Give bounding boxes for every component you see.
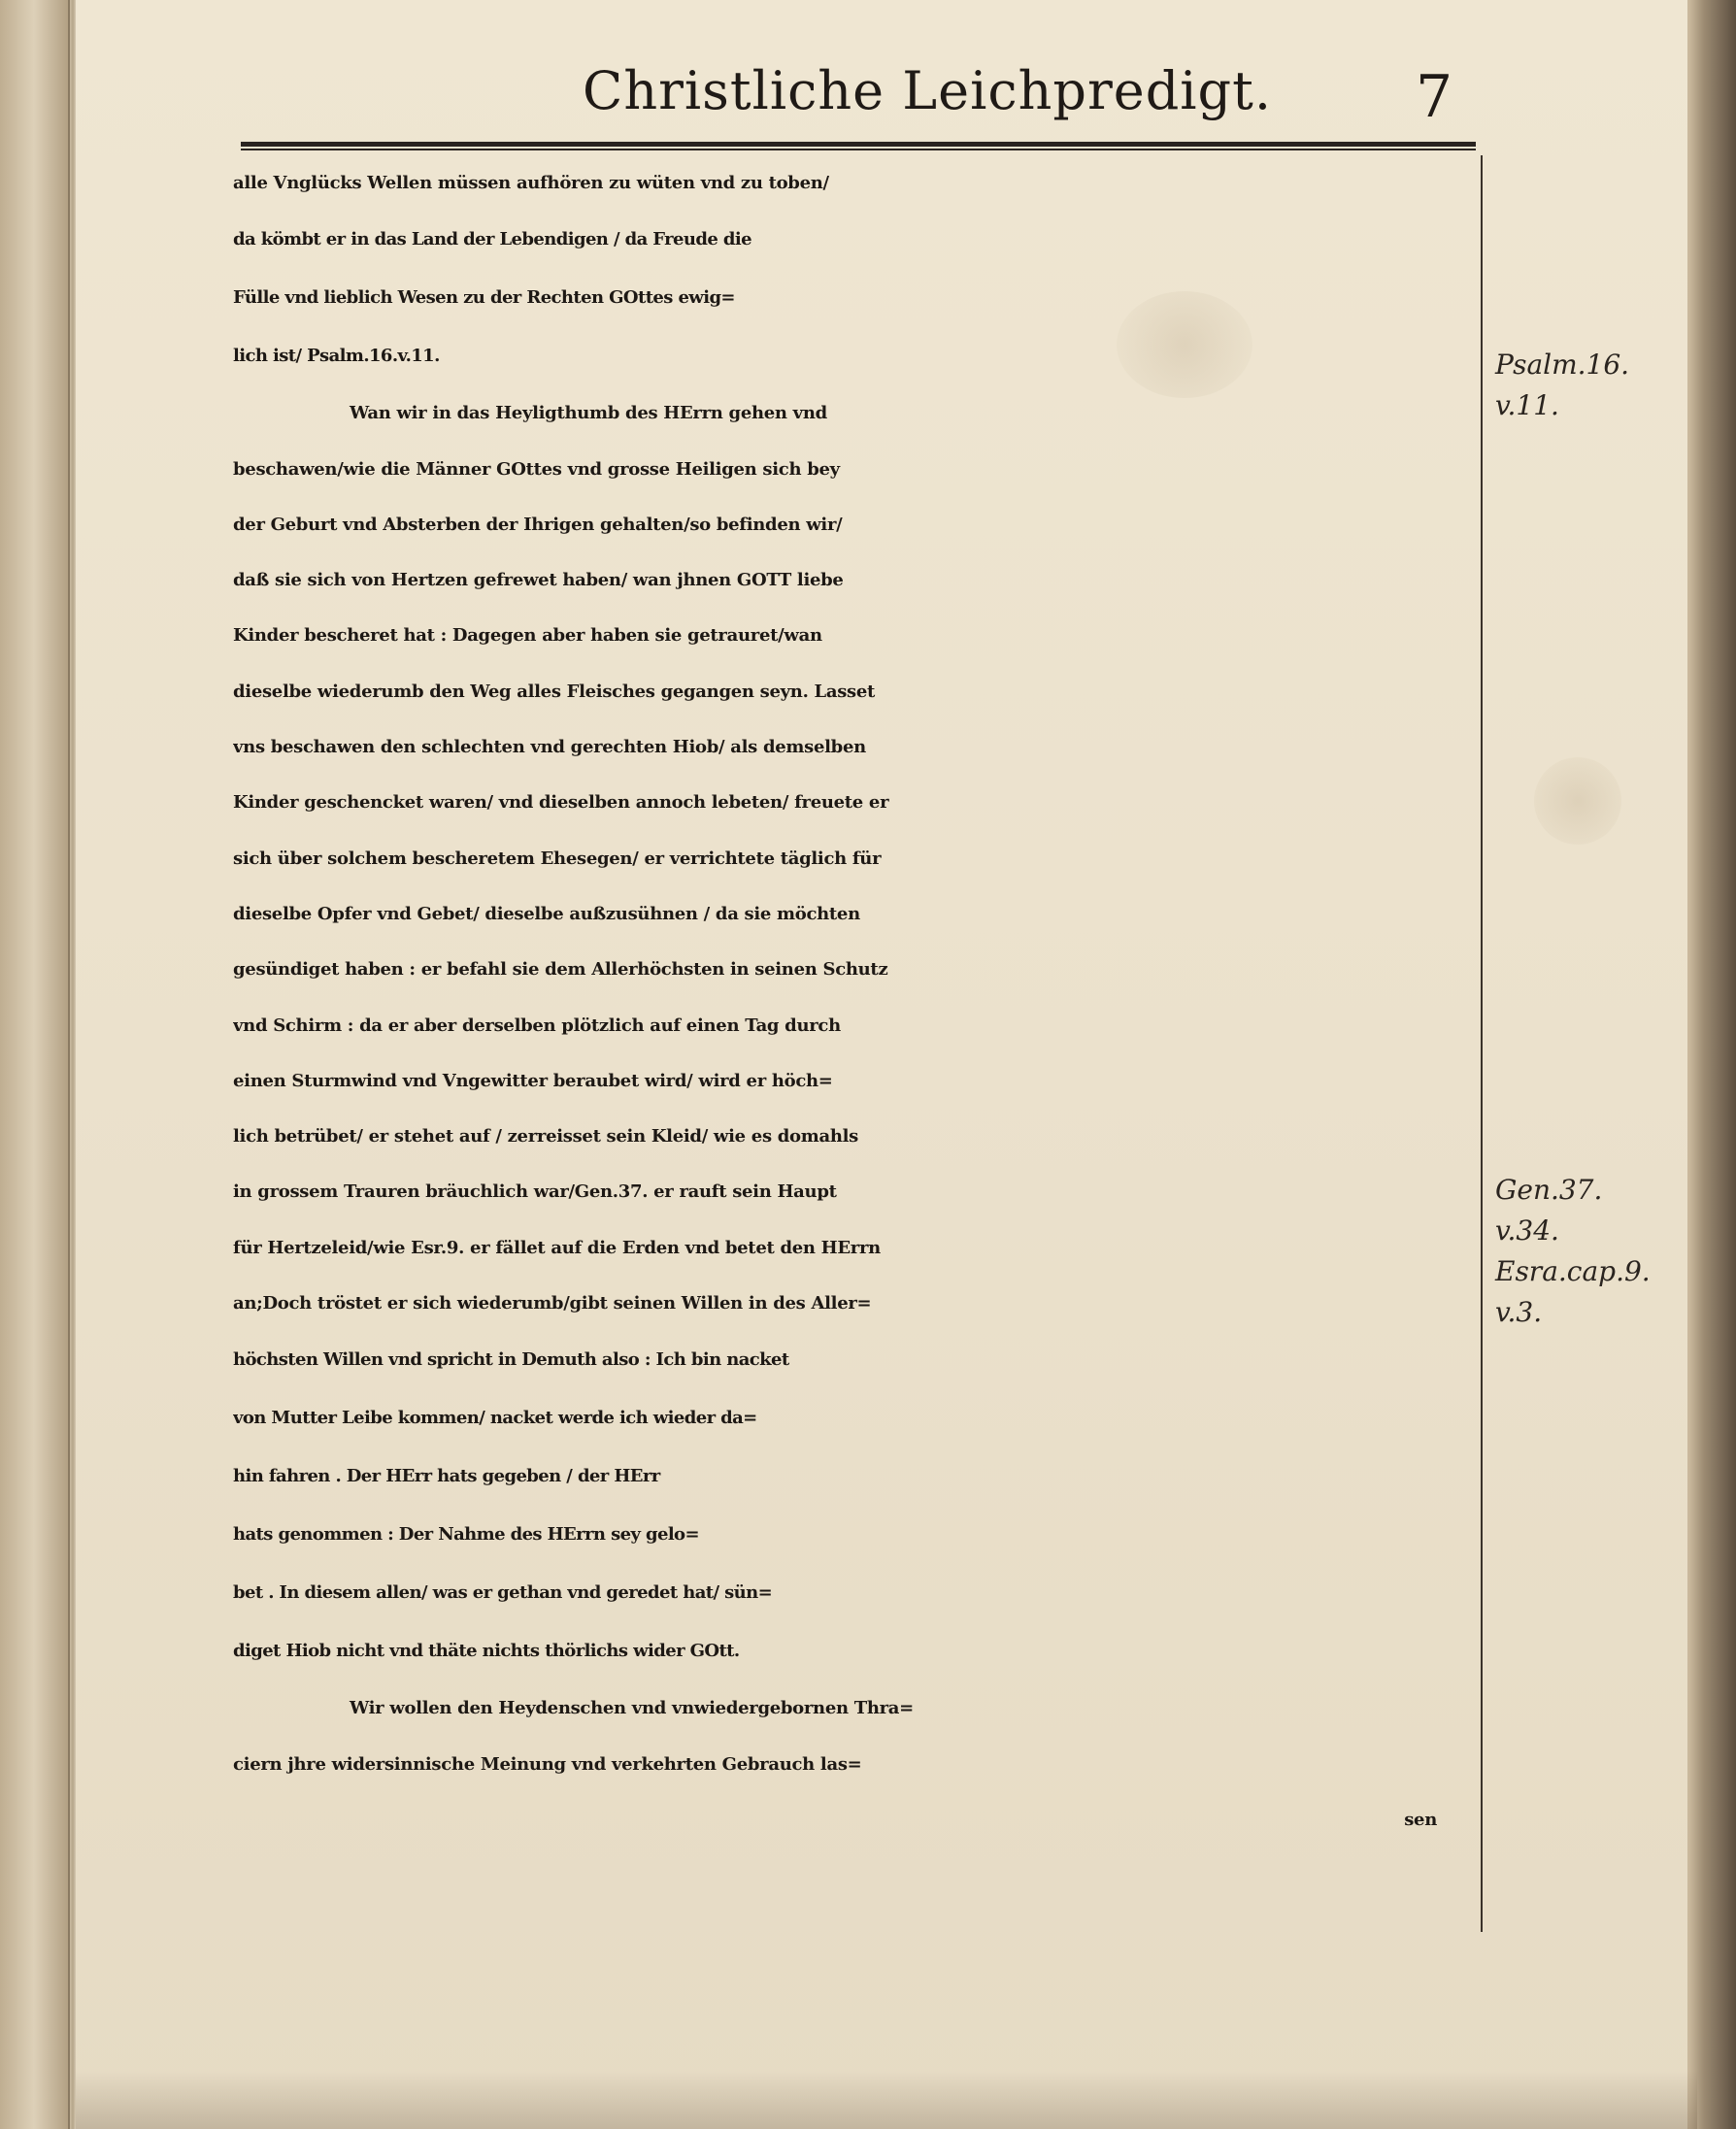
marginal-ref: v.34. xyxy=(1495,1214,1559,1247)
text-line: daß sie sich von Hertzen gefrewet haben/ wan jhnen GOTT liebe xyxy=(233,570,844,591)
text-line: dieselbe Opfer vnd Gebet/ dieselbe außzusühnen / da sie möchten xyxy=(233,903,860,924)
marginal-ref: Psalm.16. xyxy=(1495,349,1630,381)
text-line: diget Hiob nicht vnd thäte nichts thörlichs wider GOtt. xyxy=(233,1641,740,1662)
body-text xyxy=(233,155,1466,1847)
text-line: bet . In diesem allen/ was er gethan vnd geredet hat/ sün= xyxy=(233,1582,773,1604)
text-line: Wir wollen den Heydenschen vnd vnwiedergebornen Thra= xyxy=(350,1698,914,1719)
text-line: da kömbt er in das Land der Lebendigen / da Freude die xyxy=(233,229,751,250)
marginal-note-psalm xyxy=(1495,345,1670,426)
marginal-ref: Esra.cap.9. xyxy=(1495,1255,1651,1287)
marginal-ref: v.11. xyxy=(1495,389,1559,421)
text-line: beschawen/wie die Männer GOttes vnd grosse Heiligen sich bey xyxy=(233,458,840,480)
text-line: einen Sturmwind vnd Vngewitter beraubet wird/ wird er höch= xyxy=(233,1070,833,1091)
text-line: hin fahren . Der HErr hats gegeben / der HErr xyxy=(233,1466,660,1487)
running-title: Christliche Leichpredigt. xyxy=(583,60,1272,121)
page-number: 7 xyxy=(1416,63,1453,131)
text-line: höchsten Willen vnd spricht in Demuth also : Ich bin nacket xyxy=(233,1349,789,1371)
header-rule-thin xyxy=(241,149,1476,150)
header-rule xyxy=(241,142,1476,147)
text-line: hats genommen : Der Nahme des HErrn sey gelo= xyxy=(233,1524,699,1546)
text-line: vnd Schirm : da er aber derselben plötzlich auf einen Tag durch xyxy=(233,1015,841,1036)
text-line: ciern jhre widersinnische Meinung vnd verkehrten Gebrauch las= xyxy=(233,1753,862,1775)
marginal-note-gen-esra xyxy=(1495,1170,1670,1333)
facing-page-edge xyxy=(0,0,70,2129)
marginal-ref: v.3. xyxy=(1495,1296,1543,1328)
text-line: gesündiget haben : er befahl sie dem Allerhöchsten in seinen Schutz xyxy=(233,959,888,981)
text-line: Fülle vnd lieblich Wesen zu der Rechten GOttes ewig= xyxy=(233,287,735,309)
text-line: an;Doch tröstet er sich wiederumb/gibt seinen Willen in des Aller= xyxy=(233,1293,872,1314)
text-line: für Hertzeleid/wie Esr.9. er fället auf die Erden vnd betet den HErrn xyxy=(233,1237,881,1258)
paper-stain xyxy=(1534,757,1621,845)
text-line: Kinder bescheret hat : Dagegen aber haben sie getrauret/wan xyxy=(233,625,822,647)
page-shadow xyxy=(76,2071,1697,2129)
text-line: lich betrübet/ er stehet auf / zerreisset sein Kleid/ wie es domahls xyxy=(233,1126,859,1148)
text-line: alle Vnglücks Wellen müssen aufhören zu wüten vnd zu toben/ xyxy=(233,173,829,193)
text-line: vns beschawen den schlechten vnd gerechten Hiob/ als demselben xyxy=(233,737,866,758)
text-line: lich ist/ Psalm.16.v.11. xyxy=(233,346,440,367)
catchword: sen xyxy=(1404,1809,1437,1830)
margin-rule xyxy=(1481,155,1483,1932)
text-line: dieselbe wiederumb den Weg alles Fleisches gegangen seyn. Lasset xyxy=(233,681,876,702)
text-line: sich über solchem bescheretem Ehesegen/ er verrichtete täglich für xyxy=(233,848,882,869)
text-line: der Geburt vnd Absterben der Ihrigen gehalten/so befinden wir/ xyxy=(233,514,843,535)
text-line: in grossem Trauren bräuchlich war/Gen.37. er rauft sein Haupt xyxy=(233,1181,837,1203)
text-line: Kinder geschencket waren/ vnd dieselben annoch lebeten/ freuete er xyxy=(233,792,889,814)
marginal-ref: Gen.37. xyxy=(1495,1174,1603,1206)
text-line: Wan wir in das Heyligthumb des HErrn gehen vnd xyxy=(350,403,827,424)
text-line: von Mutter Leibe kommen/ nacket werde ich wieder da= xyxy=(233,1408,757,1429)
